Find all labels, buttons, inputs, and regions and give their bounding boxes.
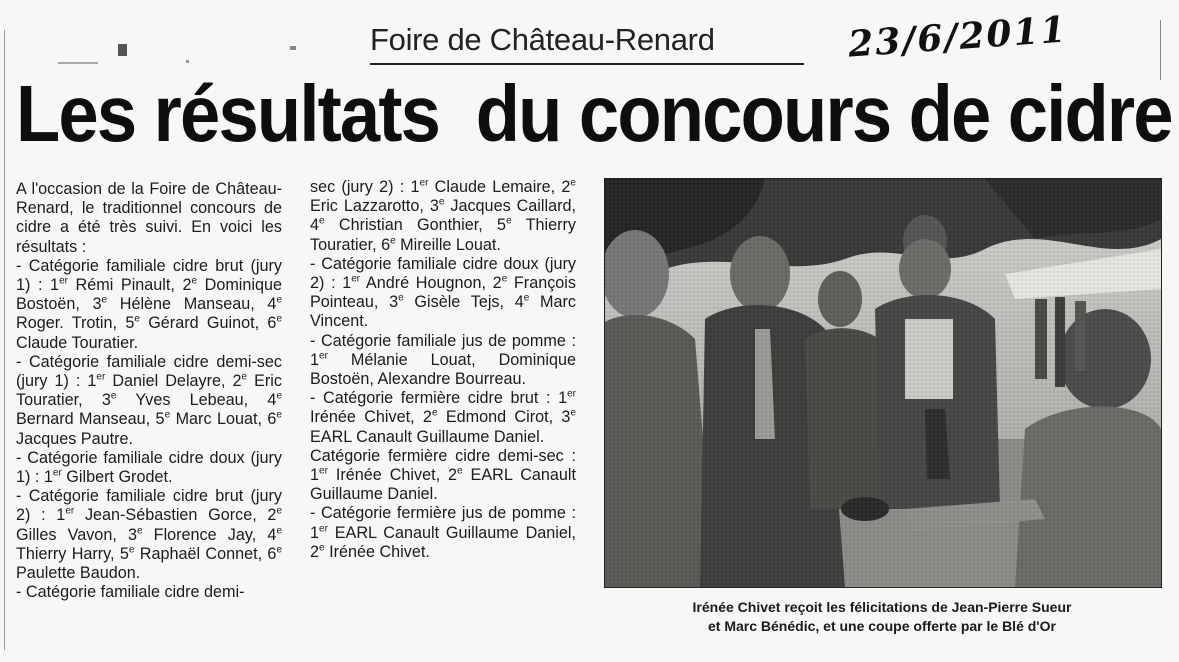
ordinal-suffix: e (276, 544, 282, 556)
ordinal-suffix: er (319, 523, 328, 535)
photo-image (605, 179, 1161, 587)
paragraph-text: - Catégorie familiale cidre demi-sec (jury 1) : 1 (16, 352, 282, 391)
ordinal-suffix: e (110, 390, 117, 402)
paragraph-text: A l'occasion de la Foire de Château-Renard, le traditionnel concours de cidre a été très suivi. En voici les résultats : (16, 180, 282, 256)
ordinal-suffix: er (96, 371, 106, 383)
paragraph-text: Marc Louat, 6 (170, 410, 277, 429)
ordinal-suffix: e (276, 506, 282, 518)
handwritten-date: 23/6/2011 (846, 8, 1069, 66)
paragraph-text: Irénée Chivet. (324, 542, 430, 561)
ordinal-suffix: e (101, 294, 108, 306)
article-paragraph (16, 487, 282, 583)
paragraph-text: Edmond Cirot, 3 (437, 408, 571, 427)
photo-caption-line: et Marc Bénédic, et une coupe offerte par le Blé d'Or (708, 618, 1056, 634)
photo-caption (604, 598, 1160, 636)
ordinal-suffix: e (390, 235, 396, 247)
article-paragraph (310, 389, 576, 447)
paragraph-text: Yves Lebeau, 4 (116, 391, 277, 410)
ordinal-suffix: er (419, 177, 429, 189)
paragraph-text: Raphaël Connet, 6 (134, 544, 277, 563)
article-paragraph (16, 353, 282, 449)
paragraph-text: EARL Canault Guillaume Daniel, 2 (310, 523, 576, 561)
paragraph-text: sec (jury 2) : 1 (310, 178, 420, 196)
ordinal-suffix: er (65, 506, 75, 518)
photo (604, 178, 1162, 588)
paragraph-text: Jean-Sébastien Gorce, 2 (74, 506, 277, 525)
paragraph-text: Daniel Delayre, 2 (105, 372, 242, 391)
paragraph-text: Jacques Caillard, 4 (310, 197, 576, 235)
ordinal-suffix: e (276, 410, 282, 422)
paragraph-text: Gisèle Tejs, 4 (403, 293, 524, 312)
paragraph-text: Gilbert Grodet. (61, 468, 173, 487)
paragraph-text: Roger. Trotin, 5 (16, 314, 135, 333)
ordinal-suffix: er (52, 467, 62, 479)
ordinal-suffix: e (276, 390, 282, 402)
paragraph-text: EARL Canault Guillaume Daniel. (310, 466, 576, 504)
paragraph-text: Mélanie Louat, Dominique Bostoën, Alexandre Bourreau. (310, 350, 576, 389)
ordinal-suffix: er (567, 388, 576, 400)
ordinal-suffix: er (319, 350, 328, 362)
ordinal-suffix: e (164, 410, 171, 422)
paragraph-text: Gilles Vavon, 3 (16, 525, 137, 544)
kicker-underline (370, 63, 804, 65)
article-paragraph (310, 255, 576, 332)
paragraph-text: EARL Canault Guillaume Daniel. (310, 427, 545, 446)
paragraph-text: Catégorie fermière cidre demi-sec : 1 (310, 446, 576, 485)
scan-speck (186, 60, 189, 63)
ordinal-suffix: er (59, 275, 68, 287)
paragraph-text: André Hougnon, 2 (360, 274, 502, 293)
paragraph-text: Florence Jay, 4 (142, 525, 277, 544)
ordinal-suffix: er (319, 465, 328, 477)
paragraph-text: Thierry Harry, 5 (16, 544, 129, 563)
paragraph-text: Hélène Manseau, 4 (107, 295, 277, 314)
paragraph-text: Jacques Pautre. (16, 429, 133, 448)
article-paragraph (310, 504, 576, 562)
article-column-1 (16, 180, 282, 602)
paragraph-text: - Catégorie familiale cidre demi- (16, 583, 245, 602)
ordinal-suffix: e (136, 525, 143, 537)
paragraph-text: Claude Touratier. (16, 333, 139, 352)
ordinal-suffix: e (457, 465, 463, 477)
paragraph-text: Irénée Chivet, 2 (310, 408, 432, 427)
scan-edge-line (4, 30, 5, 650)
paragraph-text: Eric Touratier, 3 (16, 372, 282, 410)
ordinal-suffix: e (501, 273, 508, 285)
paragraph-text: Gérard Guinot, 6 (139, 314, 277, 333)
paragraph-text: Claude Lemaire, 2 (428, 178, 571, 196)
article-paragraph (16, 257, 282, 353)
ordinal-suffix: e (506, 216, 512, 228)
article-paragraph (16, 449, 282, 487)
ordinal-suffix: e (398, 292, 404, 304)
paragraph-text: Mireille Louat. (395, 235, 501, 254)
paragraph-text: Rémi Pinault, 2 (67, 276, 192, 295)
paragraph-text: - Catégorie familiale cidre doux (jury 2) : 1 (310, 254, 576, 293)
article-paragraph (16, 180, 282, 257)
article-paragraph (310, 178, 576, 255)
paragraph-text: François Pointeau, 3 (310, 274, 576, 312)
ordinal-suffix: e (276, 314, 282, 326)
paragraph-text: Thierry Touratier, 6 (310, 216, 576, 254)
scan-speck (118, 44, 127, 56)
article-paragraph (16, 583, 282, 602)
paragraph-text: - Catégorie familiale cidre brut (jury 1) : 1 (16, 256, 282, 295)
scan-speck (58, 62, 98, 64)
ordinal-suffix: e (319, 216, 325, 228)
article-paragraph (310, 447, 576, 505)
ordinal-suffix: e (431, 408, 438, 420)
ordinal-suffix: e (276, 525, 282, 537)
ordinal-suffix: e (570, 177, 576, 189)
ordinal-suffix: e (191, 275, 198, 287)
section-kicker: Foire de Château-Renard (370, 22, 715, 57)
paragraph-text: - Catégorie familiale cidre doux (jury 1) : 1 (16, 448, 282, 487)
ordinal-suffix: e (276, 294, 282, 306)
ordinal-suffix: er (351, 273, 361, 285)
article-paragraph (310, 332, 576, 390)
paragraph-text: Paulette Baudon. (16, 564, 141, 583)
paragraph-text: - Catégorie fermière jus de pomme : 1 (310, 504, 576, 542)
ordinal-suffix: e (570, 408, 576, 420)
paragraph-text: - Catégorie fermière cidre brut : 1 (310, 389, 568, 408)
paragraph-text: Eric Lazzarotto, 3 (310, 197, 439, 216)
ordinal-suffix: e (134, 314, 140, 326)
paragraph-text: - Catégorie familiale cidre brut (jury 2) : 1 (16, 487, 282, 525)
paragraph-text: Christian Gonthier, 5 (324, 216, 507, 235)
ordinal-suffix: e (438, 196, 445, 208)
scan-speck (290, 46, 296, 50)
paragraph-text: Marc Vincent. (310, 293, 577, 331)
page-title: Les résultats du concours de cidre (16, 69, 1172, 158)
photo-caption-line: Irénée Chivet reçoit les félicitations de Jean-Pierre Sueur (692, 599, 1072, 615)
article-column-2 (310, 178, 576, 562)
paragraph-text: Irénée Chivet, 2 (327, 466, 458, 485)
ordinal-suffix: e (241, 371, 248, 383)
paragraph-text: Dominique Bostoën, 3 (16, 276, 283, 314)
paragraph-text: - Catégorie familiale jus de pomme : 1 (310, 331, 576, 369)
ordinal-suffix: e (128, 544, 135, 556)
ordinal-suffix: e (523, 292, 530, 304)
ordinal-suffix: e (319, 542, 325, 554)
paragraph-text: Bernard Manseau, 5 (16, 410, 165, 429)
